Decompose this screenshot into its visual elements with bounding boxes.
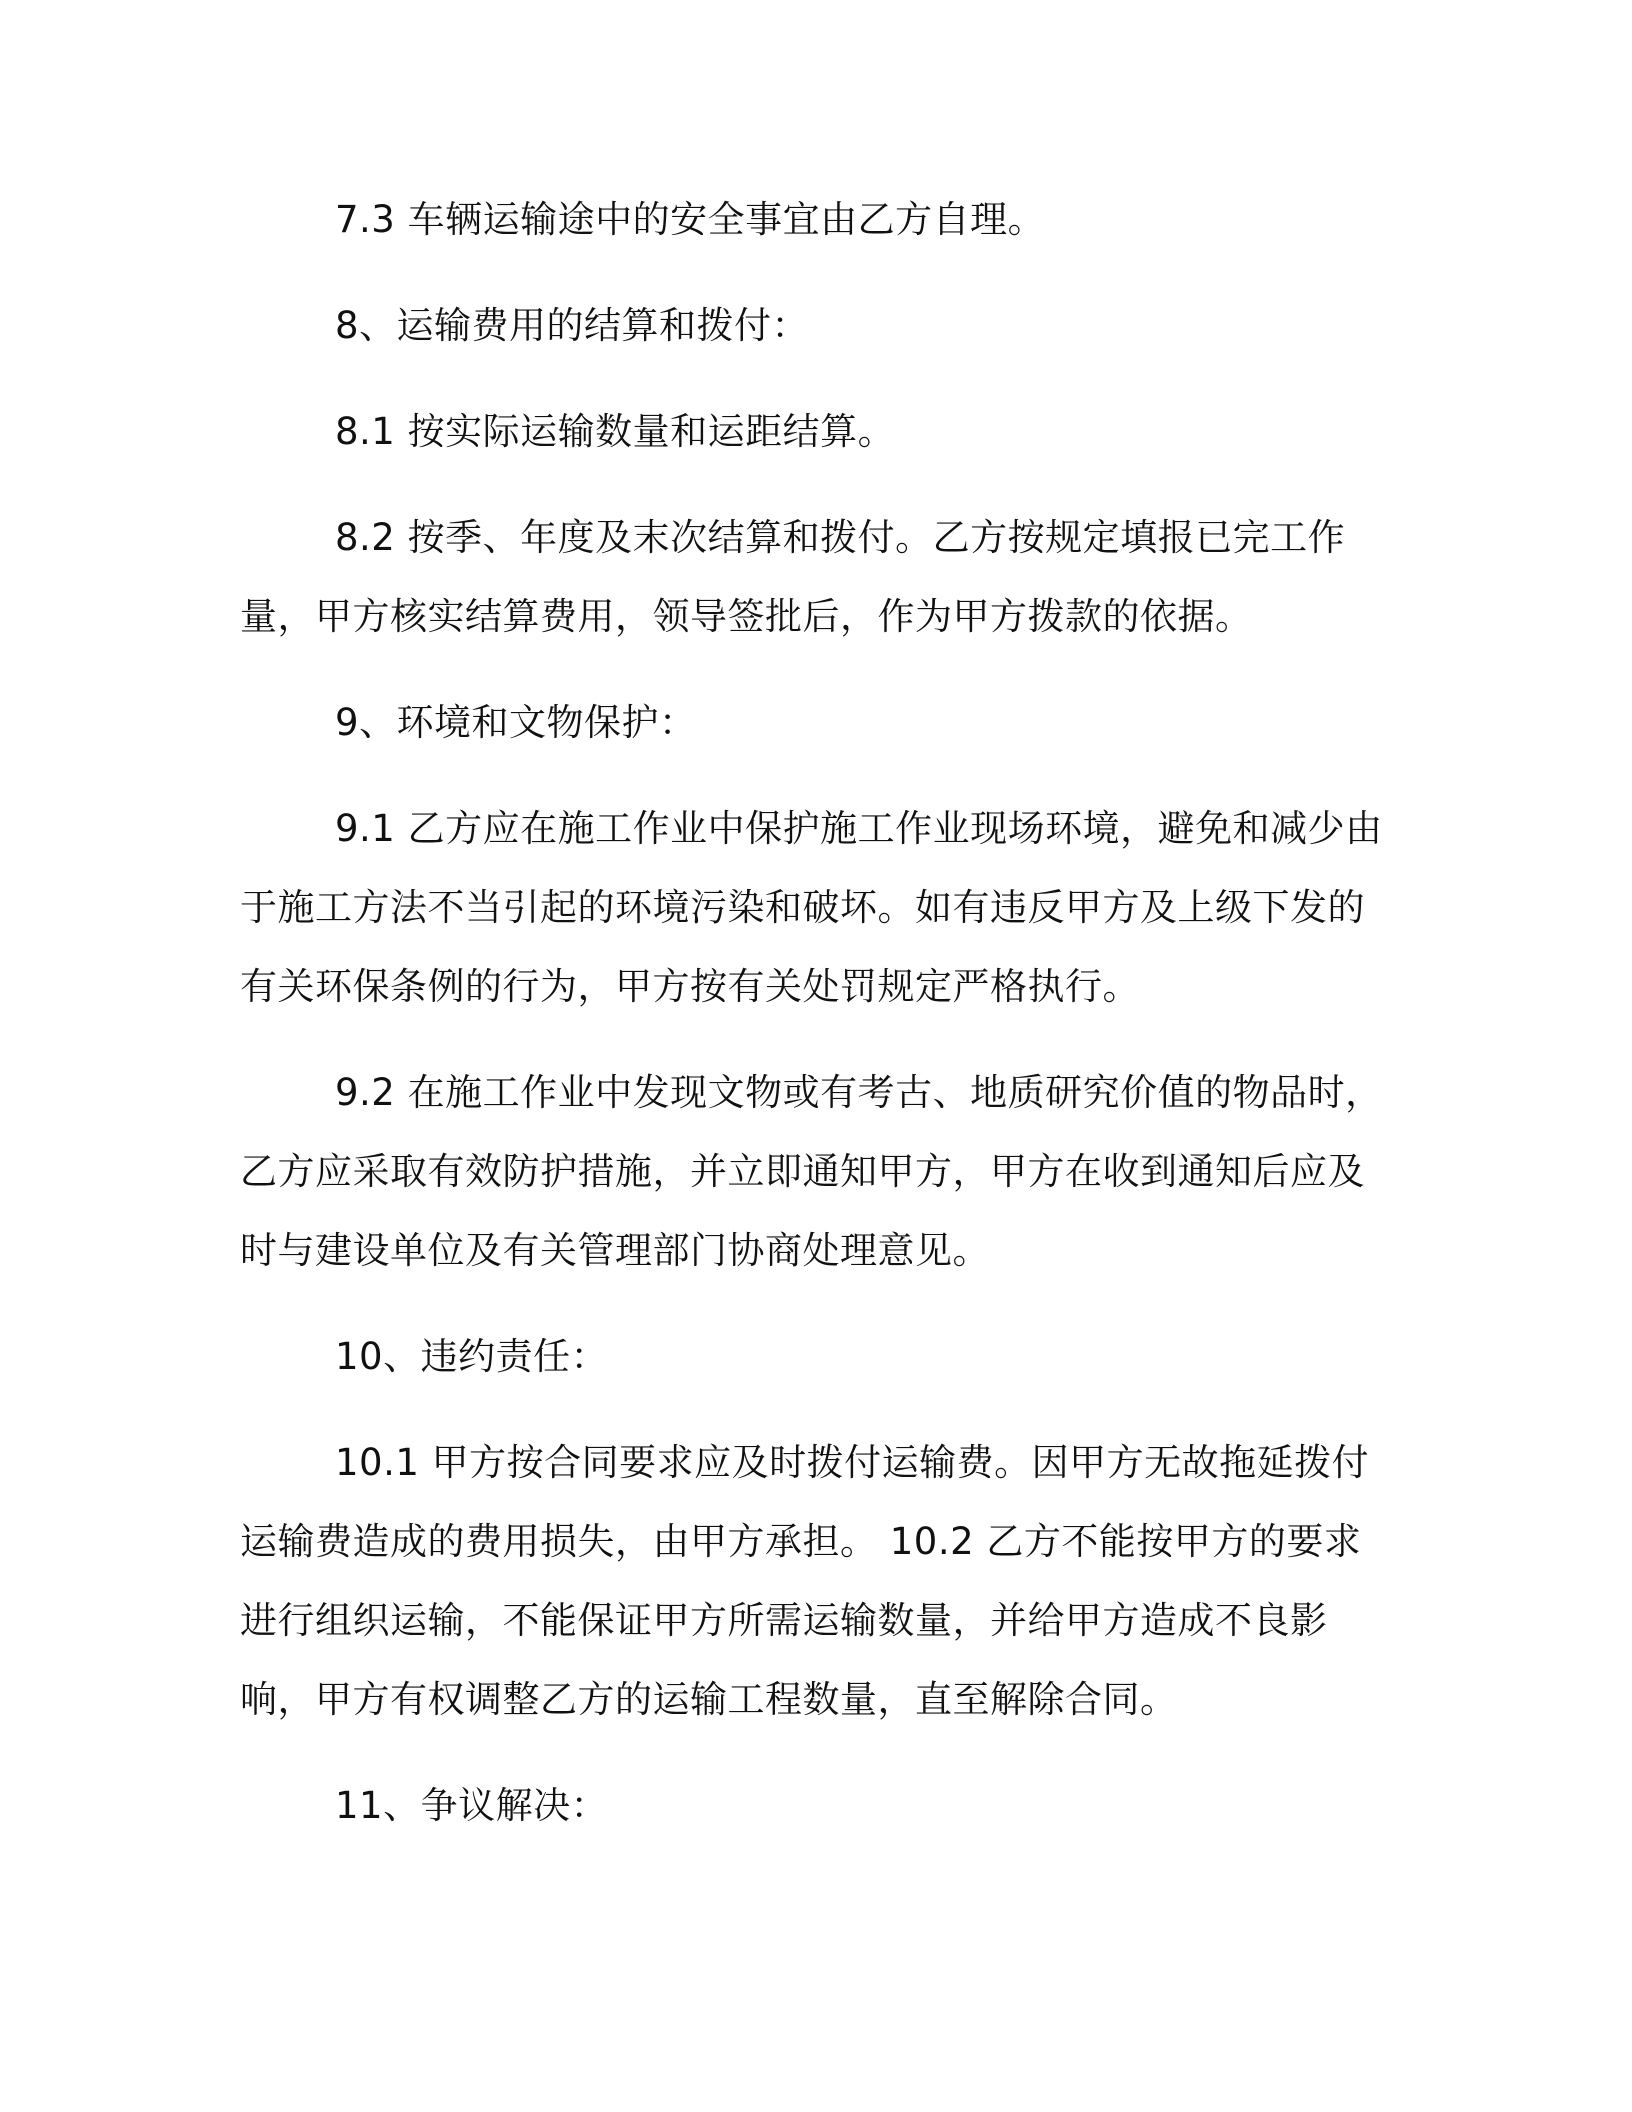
clause-10-1: 10.1 甲方按合同要求应及时拨付运输费。因甲方无故拖延拨付运输费造成的费用损失，由甲方承担。 10.2 乙方不能按甲方的要求进行组织运输，不能保证甲方所需运输数量，并给甲方造成不良影响，甲方有权调整乙方的运输工程数量，直至解除合同。 — [240, 1441, 1370, 1721]
clause-9-2: 9.2 在施工作业中发现文物或有考古、地质研究价值的物品时，乙方应采取有效防护措施，并立即通知甲方，甲方在收到通知后应及时与建设单位及有关管理部门协商处理意见。 — [240, 1071, 1383, 1272]
document-body — [240, 180, 1395, 1872]
heading-dispute: 11、争议解决： — [335, 1784, 609, 1827]
heading-environment: 9、环境和文物保护： — [335, 701, 697, 744]
clause-8-2: 8.2 按季、年度及末次结算和拨付。乙方按规定填报已完工作量，甲方核实结算费用，领导签批后，作为甲方拨款的依据。 — [240, 516, 1346, 638]
clause-8-1: 8.1 按实际运输数量和运距结算。 — [335, 410, 896, 453]
clause-9-1: 9.1 乙方应在施工作业中保护施工作业现场环境，避免和减少由于施工方法不当引起的环境污染和破坏。如有违反甲方及上级下发的有关环保条例的行为，甲方按有关处罚规定严格执行。 — [240, 807, 1383, 1008]
clause-7-3: 7.3 车辆运输途中的安全事宜由乙方自理。 — [335, 198, 1046, 241]
heading-liability: 10、违约责任： — [335, 1335, 609, 1378]
heading-settlement: 8、运输费用的结算和拨付： — [335, 304, 810, 347]
